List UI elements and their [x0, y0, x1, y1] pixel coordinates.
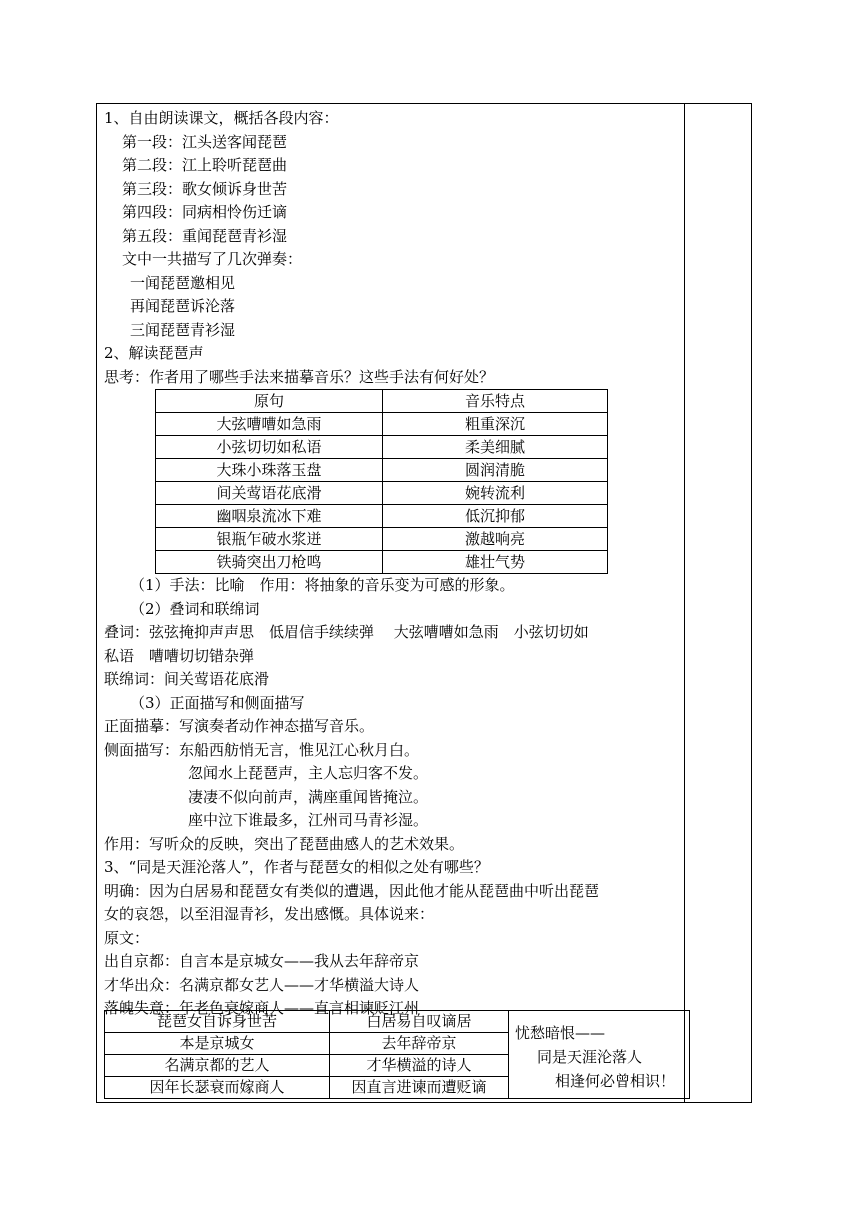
bai-juyi-cell: 去年辞帝京: [330, 1033, 509, 1055]
pipa-girl-cell: 因年长瑟衰而嫁商人: [105, 1077, 330, 1099]
original-line: 大珠小珠落玉盘: [156, 459, 383, 482]
music-feature: 粗重深沉: [383, 413, 608, 436]
comparison-item-3: 落魄失意：年老色衰嫁商人——直言相谏贬江州: [104, 999, 420, 1017]
music-table: [155, 389, 608, 574]
original-line: 银瓶乍破水浆迸: [156, 528, 383, 551]
column-divider: [684, 103, 685, 1103]
music-feature: 激越响亮: [383, 528, 608, 551]
original-line: 幽咽泉流冰下难: [156, 505, 383, 528]
paragraph-summary-2: 第二段：江上聆听琵琶曲: [122, 156, 288, 174]
plays-question: 文中一共描写了几次弹奏：: [122, 250, 303, 268]
technique-3: （3）正面描写和侧面描写: [130, 693, 305, 712]
section3-heading: 3、“同是天涯沦落人”，作者与琵琶女的相似之处有哪些？: [104, 858, 489, 876]
note-line-1: 忧愁暗恨——: [515, 1024, 606, 1042]
lesson-content: [104, 107, 682, 1021]
music-feature: 圆润清脆: [383, 459, 608, 482]
table-row: [156, 413, 608, 436]
lianmian-line: 联绵词：间关莺语花底滑: [104, 670, 270, 688]
table-row: [156, 551, 608, 574]
summary-note: [509, 1011, 690, 1099]
table-row: [156, 459, 608, 482]
pipa-girl-cell: 本是京城女: [105, 1033, 330, 1055]
table-row: [156, 505, 608, 528]
table-row: [105, 1011, 690, 1033]
comparison-item-2: 才华出众：名满京都女艺人——才华横溢大诗人: [104, 975, 420, 994]
paragraph-summary-1: 第一段：江头送客闻琵琶: [122, 132, 288, 151]
technique-1: （1）手法：比喻 作用：将抽象的音乐变为可感的形象。: [130, 576, 515, 594]
side-description-4: 座中泣下谁最多，江州司马青衫湿。: [188, 811, 429, 829]
section2-heading: 2、解读琵琶声: [104, 344, 204, 362]
bai-juyi-cell: 因直言进谏而遭贬谪: [330, 1077, 509, 1099]
effect-line: 作用：写听众的反映，突出了琵琶曲感人的艺术效果。: [104, 834, 465, 853]
table-row: [156, 482, 608, 505]
paragraph-summary-4: 第四段：同病相怜伤迁谪: [122, 203, 288, 221]
paragraph-summary-3: 第三段：歌女倾诉身世苦: [122, 179, 288, 198]
table-row: [156, 528, 608, 551]
dieci-line-1: 叠词：弦弦掩抑声声思 低眉信手续续弹 大弦嘈嘈如急雨 小弦切切如: [104, 623, 589, 641]
music-feature: 婉转流利: [383, 482, 608, 505]
think-question: 思考：作者用了哪些手法来描摹音乐？这些手法有何好处？: [104, 367, 495, 386]
table-row: [156, 436, 608, 459]
header-original: 原句: [156, 390, 383, 413]
front-description: 正面描摹：写演奏者动作神态描写音乐。: [104, 717, 375, 735]
technique-2: （2）叠词和联绵词: [130, 599, 260, 618]
header-feature: 音乐特点: [383, 390, 608, 413]
bai-juyi-cell: 白居易自叹谪居: [330, 1011, 509, 1033]
comparison-table: [104, 1010, 690, 1099]
music-feature: 柔美细腻: [383, 436, 608, 459]
side-description-2: 忽闻水上琵琶声，主人忘归客不发。: [188, 764, 429, 782]
play-3: 三闻琵琶青衫湿: [130, 320, 236, 339]
original-label: 原文：: [104, 928, 150, 947]
play-2: 再闻琵琶诉沦落: [130, 297, 236, 315]
original-line: 小弦切切如私语: [156, 436, 383, 459]
side-description-1: 侧面描写：东船西舫悄无言，惟见江心秋月白。: [104, 740, 420, 759]
side-description-3: 凄凄不似向前声，满座重闻皆掩泣。: [188, 787, 429, 806]
original-line: 铁骑突出刀枪鸣: [156, 551, 383, 574]
original-line: 间关莺语花底滑: [156, 482, 383, 505]
note-line-2: 同是天涯沦落人: [537, 1048, 643, 1066]
dieci-line-2: 私语 嘈嘈切切错杂弹: [104, 646, 255, 665]
music-feature: 低沉抑郁: [383, 505, 608, 528]
play-1: 一闻琵琶邀相见: [130, 273, 236, 292]
pipa-girl-cell: 名满京都的艺人: [105, 1055, 330, 1077]
bai-juyi-cell: 才华横溢的诗人: [330, 1055, 509, 1077]
music-feature: 雄壮气势: [383, 551, 608, 574]
table-header-row: [156, 390, 608, 413]
pipa-girl-cell: 琵琶女自诉身世苦: [105, 1011, 330, 1033]
paragraph-summary-5: 第五段：重闻琵琶青衫湿: [122, 226, 288, 245]
original-line: 大弦嘈嘈如急雨: [156, 413, 383, 436]
explain-line-1: 明确：因为白居易和琵琶女有类似的遭遇，因此他才能从琵琶曲中听出琵琶: [104, 881, 600, 900]
note-line-3: 相逢何必曾相识！: [555, 1072, 676, 1090]
section1-heading: 1、自由朗读课文，概括各段内容：: [104, 109, 339, 127]
explain-line-2: 女的哀怨，以至泪湿青衫，发出感慨。具体说来：: [104, 905, 435, 923]
comparison-item-1: 出自京都：自言本是京城女——我从去年辞帝京: [104, 952, 420, 970]
